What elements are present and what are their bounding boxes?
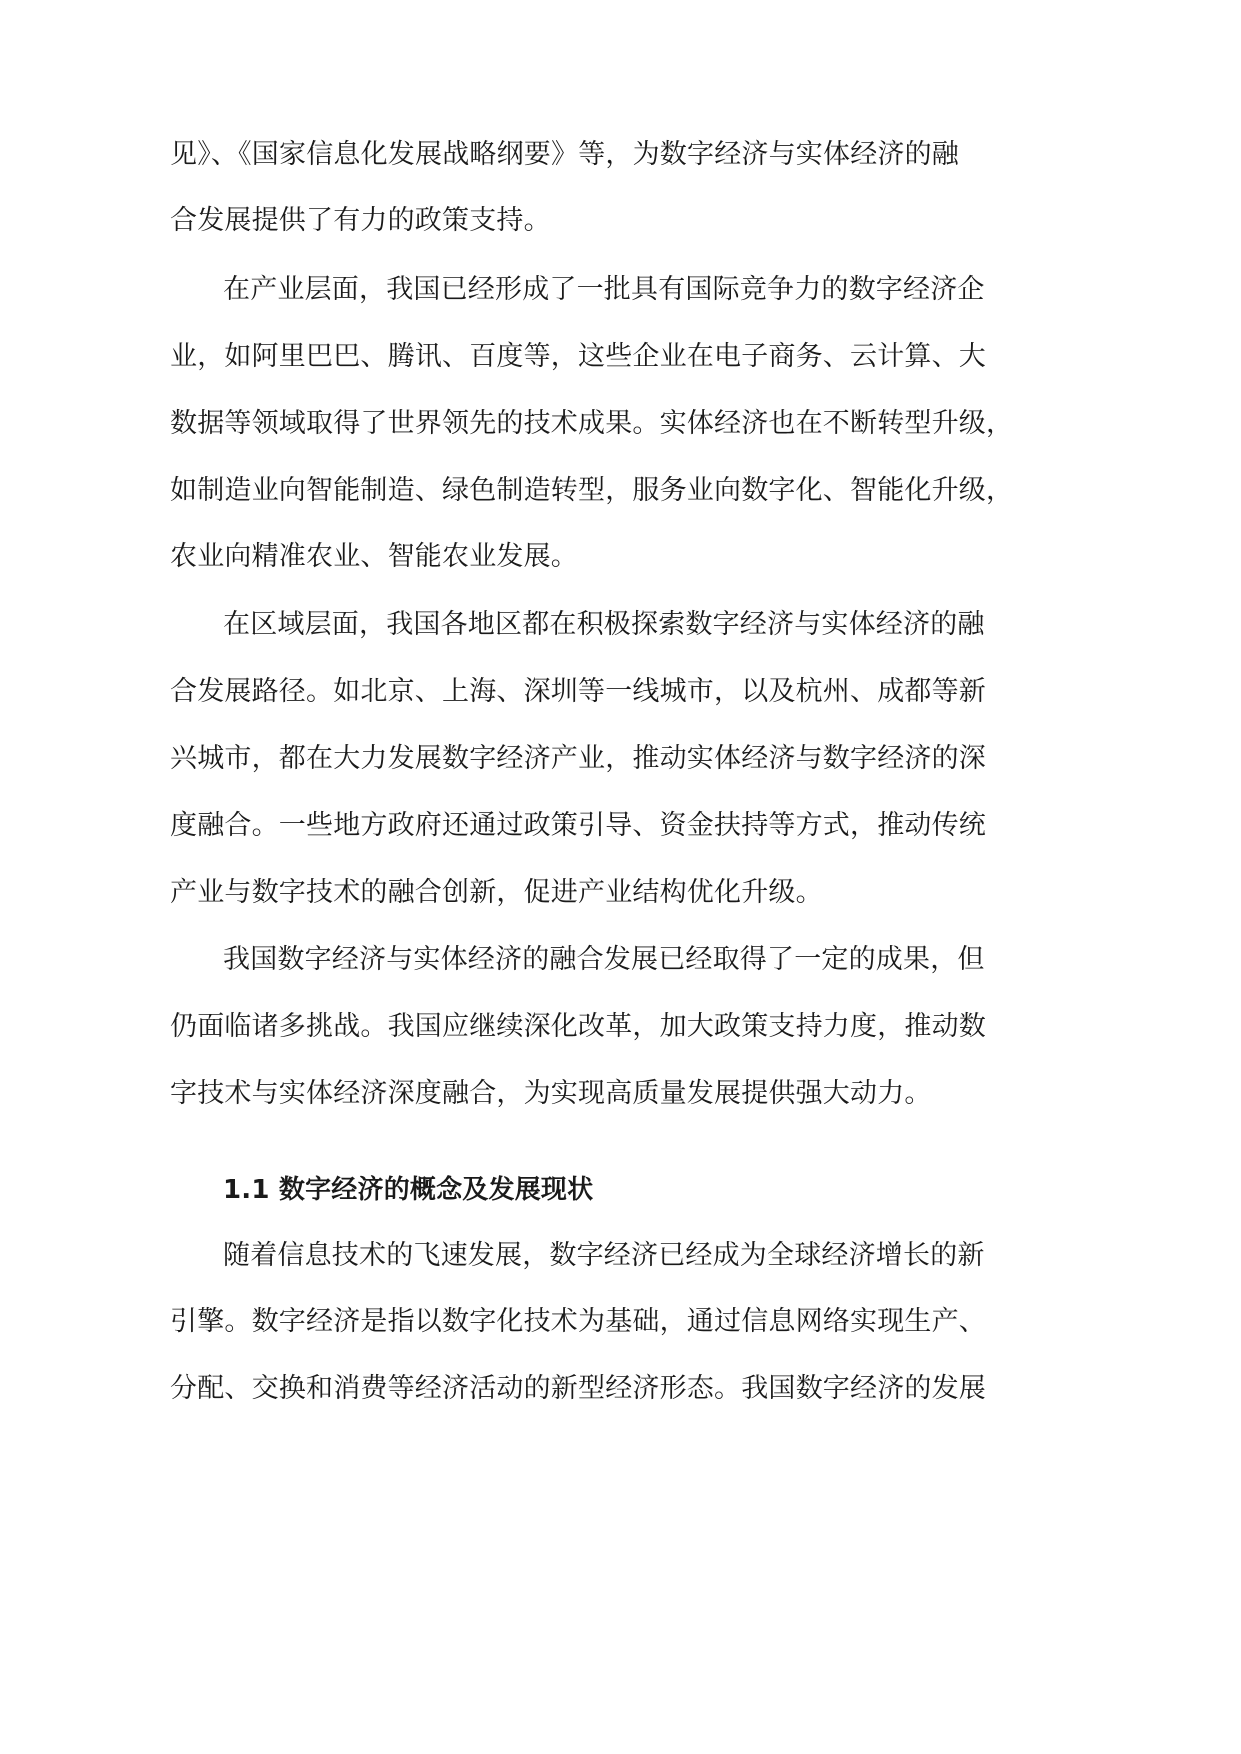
section-heading: 1.1 数字经济的概念及发展现状 — [223, 1175, 594, 1205]
text-line: 如制造业向智能制造、绿色制造转型，服务业向数字化、智能化升级， — [170, 475, 1014, 506]
text-line: 兴城市，都在大力发展数字经济产业，推动实体经济与数字经济的深 — [170, 743, 986, 774]
text-line: 农业向精准农业、智能农业发展。 — [170, 541, 578, 572]
text-line: 引擎。数字经济是指以数字化技术为基础，通过信息网络实现生产、 — [170, 1306, 986, 1337]
text-line: 字技术与实体经济深度融合，为实现高质量发展提供强大动力。 — [170, 1078, 932, 1109]
text-line: 度融合。一些地方政府还通过政策引导、资金扶持等方式，推动传统 — [170, 810, 986, 841]
paragraph-first-line: 我国数字经济与实体经济的融合发展已经取得了一定的成果，但 — [223, 944, 985, 975]
paragraph-first-line: 在区域层面，我国各地区都在积极探索数字经济与实体经济的融 — [223, 609, 985, 640]
text-line: 合发展路径。如北京、上海、深圳等一线城市，以及杭州、成都等新 — [170, 676, 986, 707]
text-line: 分配、交换和消费等经济活动的新型经济形态。我国数字经济的发展 — [170, 1373, 986, 1404]
text-line: 仍面临诸多挑战。我国应继续深化改革，加大政策支持力度，推动数 — [170, 1011, 986, 1042]
text-line: 数据等领域取得了世界领先的技术成果。实体经济也在不断转型升级， — [170, 408, 1014, 439]
paragraph-first-line: 在产业层面，我国已经形成了一批具有国际竞争力的数字经济企 — [223, 274, 985, 305]
text-line: 见》、《国家信息化发展战略纲要》等，为数字经济与实体经济的融 — [170, 139, 959, 170]
text-line: 合发展提供了有力的政策支持。 — [170, 205, 551, 236]
text-line: 业，如阿里巴巴、腾讯、百度等，这些企业在电子商务、云计算、大 — [170, 341, 986, 372]
paragraph-first-line: 随着信息技术的飞速发展，数字经济已经成为全球经济增长的新 — [223, 1240, 985, 1271]
text-line: 产业与数字技术的融合创新，促进产业结构优化升级。 — [170, 877, 823, 908]
